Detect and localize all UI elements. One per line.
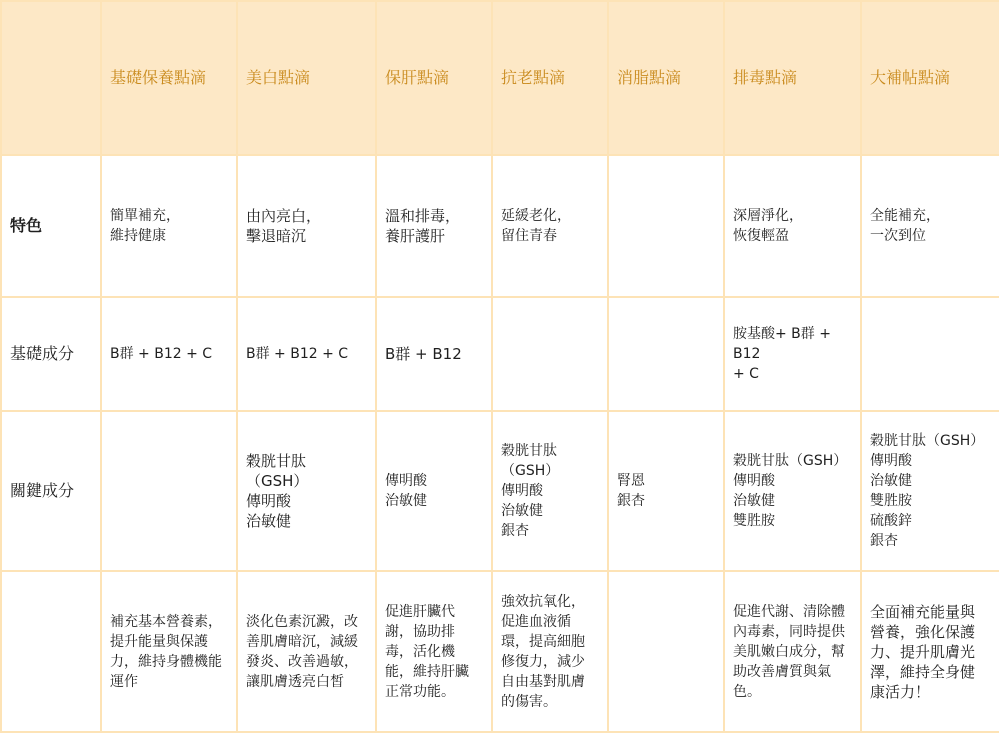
cell-text: 全能補充， 一次到位 <box>870 208 940 244</box>
cell-text: 由內亮白， 擊退暗沉 <box>246 207 322 245</box>
column-header-basic: 基礎保養點滴 <box>101 1 237 155</box>
table-cell <box>724 571 861 732</box>
cell-text: B群 + B12 <box>385 345 462 363</box>
cell-text: 促進肝臟代 謝，協助排 毒，活化機 能，維持肝臟 正常功能。 <box>385 603 469 700</box>
cell-text: 全面補充能量與 營養，強化保護 力、提升肌膚光 澤，維持全身健 康活力！ <box>870 602 976 701</box>
table-cell <box>724 297 861 411</box>
table-row-key-ingredients <box>1 411 999 571</box>
corner-cell <box>1 1 101 155</box>
cell-text: 胺基酸+ B群 + B12 + C <box>733 326 831 382</box>
cell-text: 延緩老化， 留住青春 <box>501 208 571 244</box>
table-cell <box>724 155 861 297</box>
cell-text: 溫和排毒， 養肝護肝 <box>385 207 461 245</box>
table-cell <box>608 297 724 411</box>
table-cell <box>492 571 608 732</box>
row-label-key-ingredients: 關鍵成分 <box>1 411 101 571</box>
column-header-liver: 保肝點滴 <box>376 1 492 155</box>
table-cell <box>608 155 724 297</box>
table-cell <box>492 411 608 571</box>
table-cell <box>861 571 999 732</box>
header-row <box>1 1 999 155</box>
table-cell <box>608 411 724 571</box>
column-header-detox: 排毒點滴 <box>724 1 861 155</box>
cell-text: 傳明酸 治敏健 <box>385 473 427 509</box>
column-header-fat-burning: 消脂點滴 <box>608 1 724 155</box>
table-cell <box>376 155 492 297</box>
table-cell <box>861 297 999 411</box>
table-cell <box>101 155 237 297</box>
table-cell <box>101 411 237 571</box>
table-cell <box>237 571 376 732</box>
table-cell <box>376 571 492 732</box>
table-cell <box>101 571 237 732</box>
table-cell <box>101 297 237 411</box>
cell-text: 簡單補充， 維持健康 <box>110 208 180 244</box>
table-cell <box>724 411 861 571</box>
row-label-base-ingredients: 基礎成分 <box>1 297 101 411</box>
table-cell <box>376 297 492 411</box>
table-cell <box>237 297 376 411</box>
column-header-antiaging: 抗老點滴 <box>492 1 608 155</box>
cell-text: 穀胱甘肽 （GSH） 傳明酸 治敏健 銀杏 <box>501 443 560 539</box>
cell-text: 促進代謝、清除體 內毒素，同時提供 美肌嫩白成分，幫 助改善膚質與氣 色。 <box>733 603 845 700</box>
table-cell <box>861 411 999 571</box>
table-cell <box>492 155 608 297</box>
table-cell <box>237 155 376 297</box>
row-label-description <box>1 571 101 732</box>
cell-text: 深層淨化， 恢復輕盈 <box>733 208 803 244</box>
cell-text: 穀胱甘肽（GSH） 傳明酸 治敏健 雙胜胺 <box>733 453 848 529</box>
table-cell <box>861 155 999 297</box>
cell-text: 補充基本營養素， 提升能量與保護 力，維持身體機能 運作 <box>110 613 222 690</box>
table-row-feature <box>1 155 999 297</box>
table-cell <box>492 297 608 411</box>
column-header-whitening: 美白點滴 <box>237 1 376 155</box>
cell-text: 腎恩 銀杏 <box>617 473 645 509</box>
column-header-all-in-one: 大補帖點滴 <box>861 1 999 155</box>
cell-text: 淡化色素沉澱，改 善肌膚暗沉，減緩 發炎、改善過敏， 讓肌膚透亮白皙 <box>246 613 358 690</box>
table-cell <box>608 571 724 732</box>
table-cell <box>376 411 492 571</box>
cell-text: 穀胱甘肽（GSH） 傳明酸 治敏健 雙胜胺 硫酸鋅 銀杏 <box>870 433 985 549</box>
cell-text: 強效抗氧化， 促進血液循 環，提高細胞 修復力，減少 自由基對肌膚 的傷害。 <box>501 593 585 710</box>
row-label-feature: 特色 <box>1 155 101 297</box>
table-row-base-ingredients <box>1 297 999 411</box>
table-cell <box>237 411 376 571</box>
cell-text: 穀胱甘肽（GSH） 傳明酸 治敏健 <box>246 452 309 530</box>
cell-text: B群 + B12 + C <box>110 346 213 362</box>
cell-text: B群 + B12 + C <box>246 346 349 362</box>
table-row-description <box>1 571 999 732</box>
